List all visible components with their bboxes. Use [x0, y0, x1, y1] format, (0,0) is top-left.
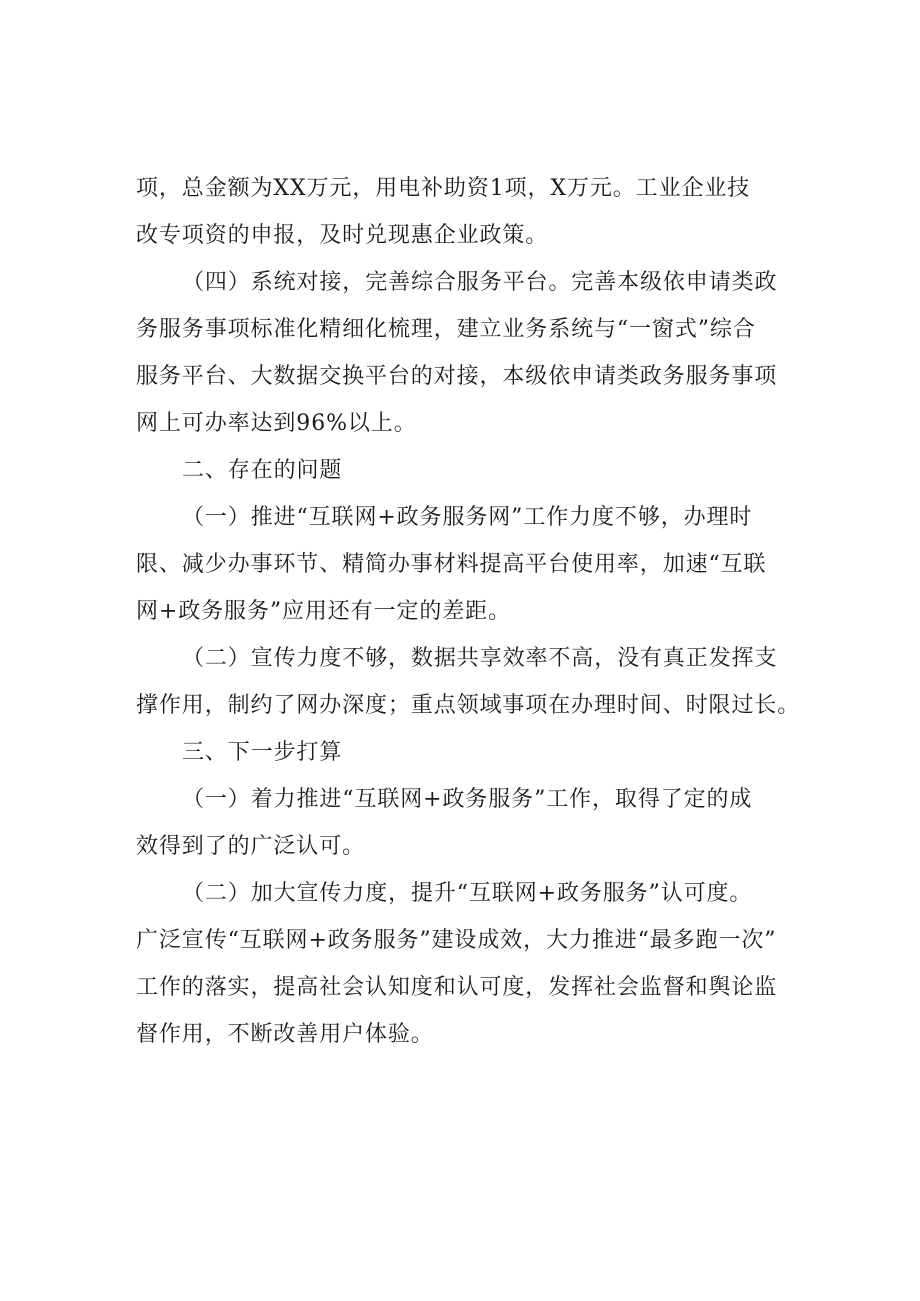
section-heading-problems: 二、存在的问题 [182, 458, 343, 483]
text-line: 效得到了的广泛认可。 [136, 834, 366, 859]
text-line: 务服务事项标准化精细化梳理，建立业务系统与“一窗式”综合 [136, 317, 756, 342]
paragraph-start: （一）推进“互联网+政务服务网”工作力度不够，办理时 [182, 505, 753, 530]
paragraph-start: （二）加大宣传力度，提升“互联网+政务服务”认可度。 [182, 881, 753, 906]
section-heading-next-steps: 三、下一步打算 [182, 740, 343, 765]
text-line: 网+政务服务”应用还有一定的差距。 [136, 599, 511, 624]
text-line: 项，总金额为XX万元，用电补助资1项，X万元。工业企业技 [136, 176, 751, 201]
text-line: 网上可办率达到96%以上。 [136, 411, 417, 436]
paragraph-start: （一）着力推进“互联网+政务服务”工作，取得了定的成 [182, 787, 753, 812]
text-line: 服务平台、大数据交换平台的对接，本级依申请类政务服务事项 [136, 364, 778, 389]
text-line: 改专项资的申报，及时兑现惠企业政策。 [136, 223, 549, 248]
paragraph-start: （二）宣传力度不够，数据共享效率不高，没有真正发挥支 [182, 646, 778, 671]
text-line: 广泛宣传“互联网+政务服务”建设成效，大力推进“最多跑一次” [136, 928, 777, 953]
text-line: 撑作用，制约了网办深度；重点领域事项在办理时间、时限过长。 [136, 693, 801, 718]
section-heading-4: （四）系统对接，完善综合服务平台。完善本级依申请类政 [182, 270, 778, 295]
text-line: 工作的落实，提高社会认知度和认可度，发挥社会监督和舆论监 [136, 975, 778, 1000]
text-line: 督作用，不断改善用户体验。 [136, 1022, 434, 1047]
text-line: 限、减少办事环节、精简办事材料提高平台使用率，加速“互联 [136, 552, 767, 577]
